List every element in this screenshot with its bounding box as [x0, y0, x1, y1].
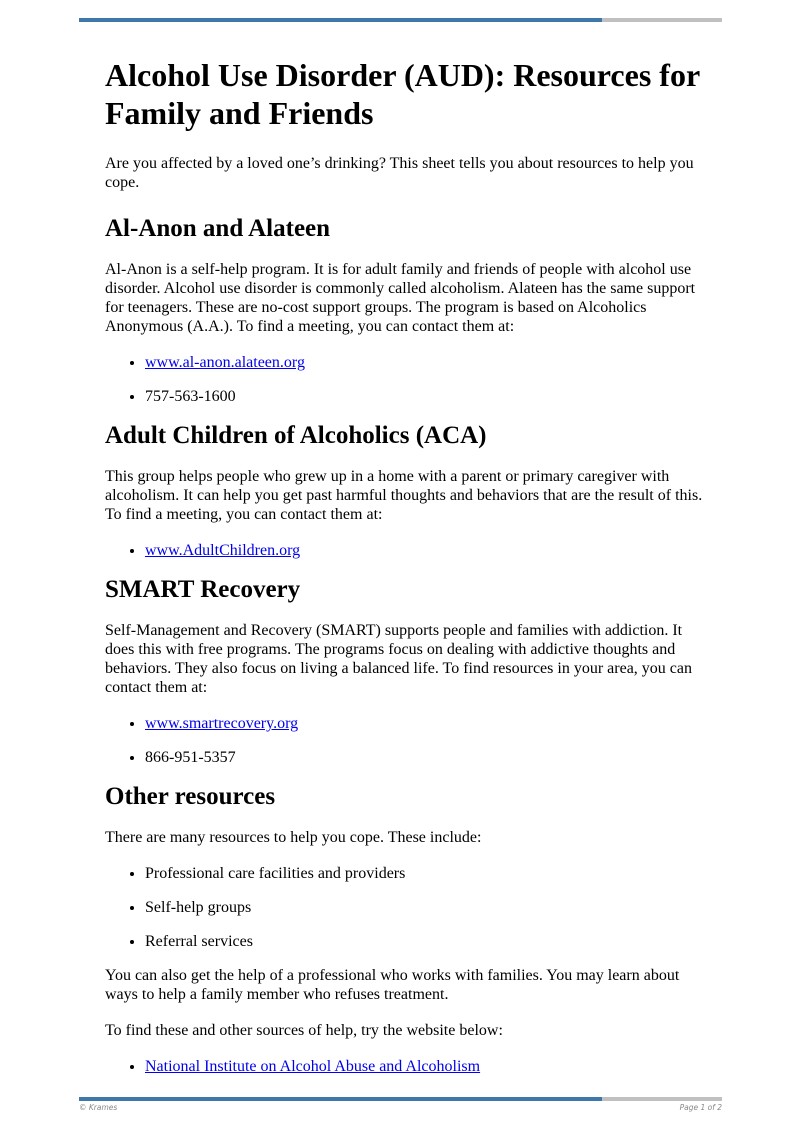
list-item: • Referral services	[145, 932, 705, 951]
smart-phone: 866-951-5357	[145, 749, 236, 766]
contact-list	[105, 541, 705, 560]
contact-list	[105, 353, 705, 406]
section-heading: Al-Anon and Alateen	[105, 215, 331, 242]
section-body: Al-Anon is a self-help program. It is for adult family and friends of people with alcohol use disorder. Alcohol use disorder is commonly called alcoholism. Alateen has the same support for teenagers. These are no-cost support groups. The program is based on Alcoholics Anonymous (A.A.). To find a meeting, you can contact them at:	[105, 261, 696, 335]
al-anon-phone: 757-563-1600	[145, 388, 236, 405]
section-smart-recovery	[105, 575, 705, 767]
document-content	[105, 56, 705, 1091]
section-heading: Other resources	[105, 783, 276, 810]
website-list	[105, 1057, 705, 1076]
list-item	[145, 353, 705, 372]
contact-list	[105, 714, 705, 767]
list-item: • Professional care facilities and providers	[145, 864, 705, 883]
section-heading: Adult Children of Alcoholics (ACA)	[105, 422, 487, 449]
list-item: • Self-help groups	[145, 898, 705, 917]
section-paragraph: To find these and other sources of help, try the website below:	[105, 1022, 503, 1039]
top-progress-fill	[79, 18, 602, 22]
copyright-text: © Krames	[79, 1103, 118, 1112]
section-paragraph: You can also get the help of a professional who works with families. You may learn about ways to help a family member who refuses treatment.	[105, 967, 680, 1003]
section-body: There are many resources to help you cope. These include:	[105, 829, 482, 846]
smart-website-link[interactable]: www.smartrecovery.org	[145, 715, 299, 732]
section-other-resources	[105, 782, 705, 1076]
list-item	[145, 541, 705, 560]
niaaa-website-link[interactable]: National Institute on Alcohol Abuse and Alcoholism	[145, 1058, 481, 1075]
page-number: Page 1 of 2	[679, 1103, 722, 1112]
section-aca	[105, 421, 705, 560]
intro-paragraph: Are you affected by a loved one’s drinking? This sheet tells you about resources to help you cope.	[105, 155, 694, 191]
section-body: Self-Management and Recovery (SMART) supports people and families with addiction. It does this with free programs. The programs focus on dealing with addictive thoughts and behaviors. They also focus on living a balanced life. To find resources in your area, you can contact them at:	[105, 622, 692, 696]
list-item	[145, 714, 705, 733]
section-body: This group helps people who grew up in a home with a parent or primary caregiver with alcoholism. It can help you get past harmful thoughts and behaviors that are the result of this. To find a meeting, you can contact them at:	[105, 468, 703, 523]
top-progress-bar	[79, 18, 722, 22]
list-item	[145, 1057, 705, 1076]
resource-list	[105, 864, 705, 951]
aca-website-link[interactable]: www.AdultChildren.org	[145, 542, 301, 559]
bottom-progress-fill	[79, 1097, 602, 1101]
bottom-progress-bar	[79, 1097, 722, 1101]
section-al-anon	[105, 214, 705, 406]
page-title: Alcohol Use Disorder (AUD): Resources for Family and Friends	[105, 57, 700, 131]
list-item	[145, 387, 705, 406]
section-heading: SMART Recovery	[105, 576, 301, 603]
al-anon-website-link[interactable]: www.al-anon.alateen.org	[145, 354, 305, 371]
page-footer	[79, 1103, 722, 1115]
list-item	[145, 748, 705, 767]
